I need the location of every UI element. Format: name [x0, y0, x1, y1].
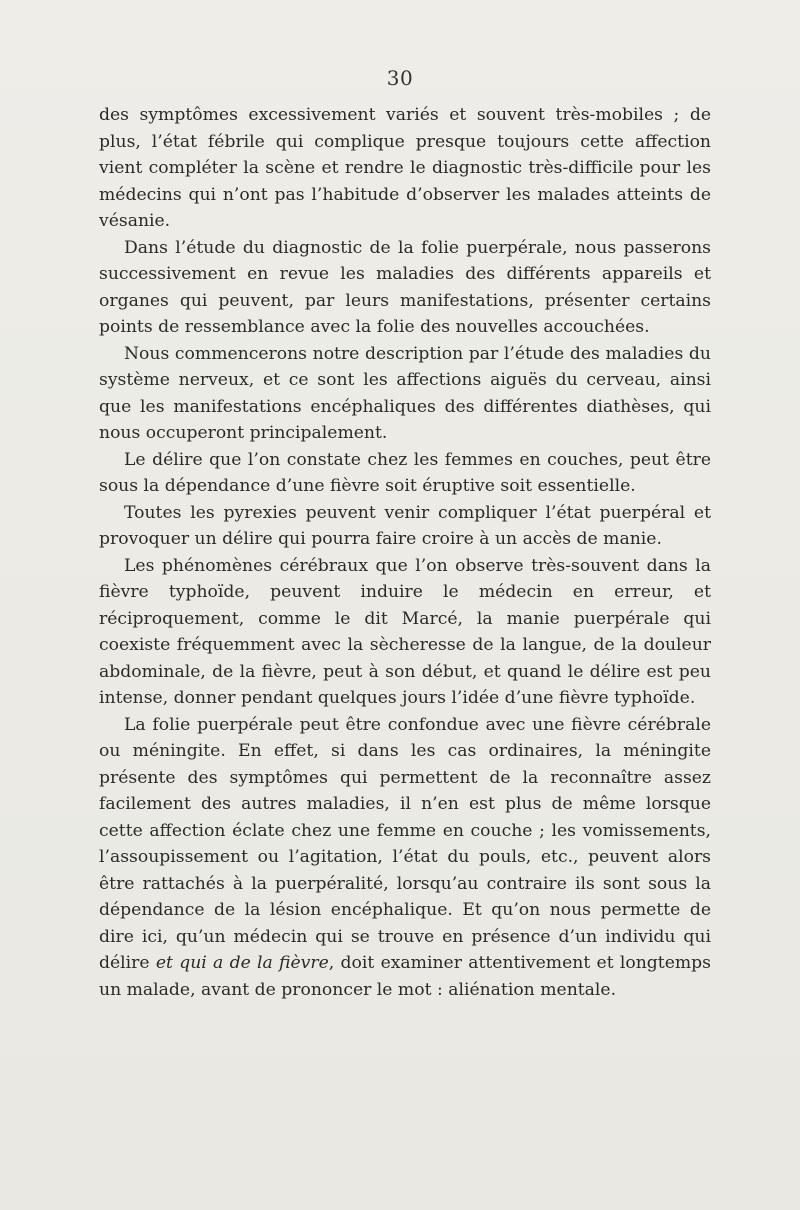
- paragraph-continuation: des symptômes excessivement variés et souvent très-mobiles ; de plus, l’état fébrile qui complique presque toujours cette affection vient compléter la scène et rendre le diagnostic très-difficile pour les médecins qui n’ont pas l’habitude d’observer les malades atteints de vésanie.: [99, 105, 711, 231]
- paragraph: Dans l’étude du diagnostic de la folie puerpérale, nous passerons successivement en revue les maladies des différents appareils et organes qui peuvent, par leurs manifestations, présenter certains points de ressemblance avec la folie des nouvelles accouchées.: [99, 237, 711, 337]
- paragraph-last: [99, 712, 711, 1004]
- paragraph: Toutes les pyrexies peuvent venir compliquer l’état puerpéral et provoquer un délire qui pourra faire croire à un accès de manie.: [99, 502, 711, 549]
- paragraph: Les phénomènes cérébraux que l’on observe très-souvent dans la fièvre typhoïde, peuvent induire le médecin en erreur, et réciproquement, comme le dit Marcé, la manie puerpérale qui coexiste fréquemment avec la sècheresse de la langue, de la douleur abdominale, de la fièvre, peut à son début, et quand le délire est peu intense, donner pendant quelques jours l’idée d’une fièvre typhoïde.: [99, 555, 711, 708]
- paragraph: Le délire que l’on constate chez les femmes en couches, peut être sous la dépendance d’une fièvre soit éruptive soit essentielle.: [99, 449, 711, 496]
- paragraph: Nous commencerons notre description par l’étude des maladies du système nerveux, et ce sont les affections aiguës du cerveau, ainsi que les manifestations encéphaliques des différentes diathèses, qui nous occuperont principalement.: [99, 343, 711, 443]
- italic-phrase: et qui a de la fièvre: [155, 953, 329, 973]
- body-text: [99, 102, 711, 1003]
- text-run: La folie puerpérale peut être confondue avec une fièvre cérébrale ou méningite. En effet, si dans les cas ordinaires, la méningite présente des symptômes qui permettent de la reconnaître assez facilement des autres maladies, il n’en est plus de même lorsque cette affection éclate chez une femme en couche ; les vomissements, l’assoupissement ou l’agitation, l’état du pouls, etc., peuvent alors être rattachés à la puerpéralité, lorsqu’au contraire ils sont sous la dépendance de la lésion encéphalique. Et qu’on nous permette de dire ici, qu’un médecin qui se trouve en présence d’un individu qui délire: [99, 714, 711, 973]
- text-run: , doit examiner attentivement et longtemps un malade, avant de prononcer le mot : aliénation mentale.: [99, 953, 711, 1000]
- page-number: 30: [386, 66, 414, 90]
